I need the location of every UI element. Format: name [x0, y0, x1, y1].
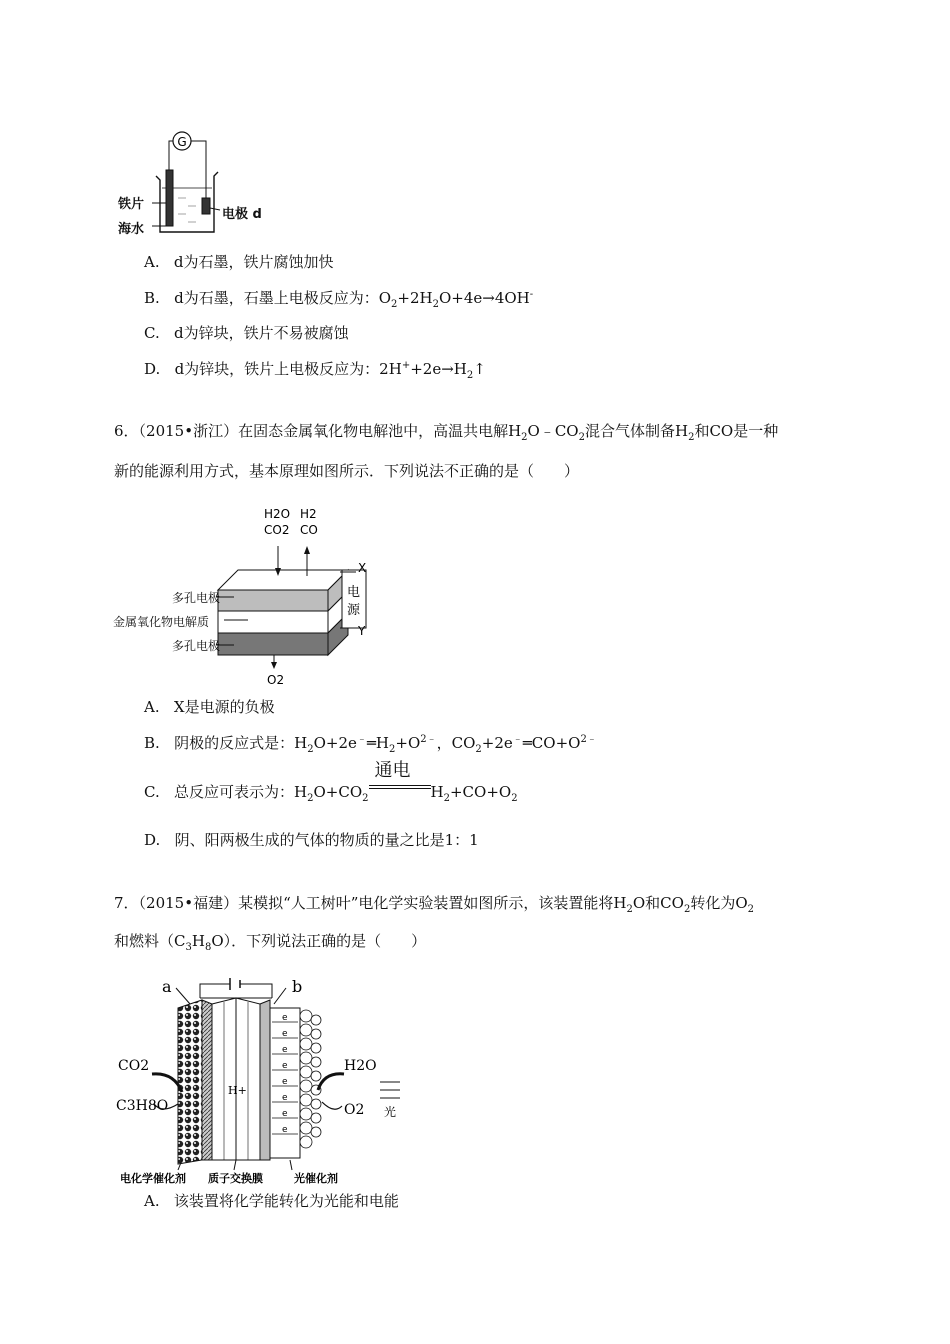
electrode-d-label: 电极 d [222, 207, 262, 222]
q6-stem-line1: 6．（2015•浙江）在固态金属氧化物电解池中，高温共电解$H_2O﹣CO_2$混合气体制备$H_2$和CO是一种 [114, 422, 779, 443]
c3h8o-label: C3H8O [116, 1098, 169, 1114]
h2o-label: H2O [344, 1058, 377, 1074]
q6-option-d[interactable]: D. 阴、阳两极生成的气体的物质的量之比是1：1 [144, 831, 479, 849]
q5-option-d[interactable]: D. d为锌块，铁片上电极反应为：$2H^++2e\to H_2↑$ [144, 360, 486, 381]
artificial-leaf-figure [112, 964, 412, 1186]
q7-option-a[interactable]: A. 该装置将化学能转化为光能和电能 [144, 1192, 399, 1210]
iron-label: 铁片 [118, 197, 145, 212]
h-plus-label: H+ [228, 1084, 247, 1097]
q7-stem-line1: 7．（2015•福建）某模拟“人工树叶”电化学实验装置如图所示，该装置能将$H_2O$和$CO_2$转化为$O_2$ [114, 894, 755, 915]
power-label-1: 电 [347, 585, 361, 600]
o2-label: O2 [267, 673, 285, 687]
label-b: b [292, 977, 303, 996]
q5-option-c[interactable]: C. d为锌块，铁片不易被腐蚀 [144, 324, 349, 342]
co2-label: CO2 [118, 1058, 150, 1074]
electron-label: e [282, 1045, 288, 1055]
o2-label: O2 [344, 1102, 365, 1118]
electron-label: e [282, 1109, 288, 1119]
caption-membrane: 质子交换膜 [208, 1172, 263, 1185]
q6-option-c[interactable]: C. 总反应可表示为：$H_2O+CO_2$ 通电 $H_2+CO+O_2$ [144, 760, 518, 804]
out-co-label: CO [300, 523, 318, 537]
porous-electrode-bottom-label: 多孔电极 [172, 639, 221, 653]
caption-catalyst: 电化学催化剂 [120, 1172, 186, 1185]
electrolyte-label: 金属氧化物电解质 [113, 615, 210, 629]
electron-label: e [282, 1125, 288, 1135]
label-a: a [162, 977, 172, 996]
q6-option-b[interactable]: B. 阴极的反应式是：$H_2O+2e^﹣═H_2+O^{2﹣}$，$CO_2+2e^﹣═CO+O^{2﹣}$ [144, 734, 597, 755]
q6-option-a[interactable]: A. X是电源的负极 [144, 698, 275, 716]
light-label: 光 [384, 1105, 397, 1119]
electron-label: e [282, 1029, 288, 1039]
electron-label: e [282, 1013, 288, 1023]
q5-option-b[interactable]: B. d为石墨，石墨上电极反应为：$O_2+2H_2O+4e\to 4OH^-$ [144, 289, 534, 310]
y-label: Y [358, 624, 366, 638]
q6-stem-line2: 新的能源利用方式，基本原理如图所示．下列说法不正确的是（ ） [114, 462, 580, 480]
x-label: X [358, 561, 367, 575]
q7-stem-line2: 和燃料$(C_3H_8O)$．下列说法正确的是（ ） [114, 932, 427, 953]
galvanometer-label: G [177, 135, 187, 149]
in-co2-label: CO2 [264, 523, 290, 537]
electron-label: e [282, 1061, 288, 1071]
porous-electrode-top-label: 多孔电极 [172, 591, 221, 605]
caption-photocatalyst: 光催化剂 [294, 1172, 338, 1185]
in-h2o-label: H2O [264, 507, 291, 521]
electron-label: e [282, 1077, 288, 1087]
seawater-label: 海水 [118, 222, 145, 237]
out-h2-label: H2 [300, 507, 317, 521]
electrolysis-equals-sign: 通电 [369, 783, 431, 797]
electron-label: e [282, 1093, 288, 1103]
power-label-2: 源 [347, 603, 361, 618]
electrolysis-cell-figure [112, 500, 392, 690]
q5-option-a[interactable]: A. d为石墨，铁片腐蚀加快 [144, 253, 334, 271]
